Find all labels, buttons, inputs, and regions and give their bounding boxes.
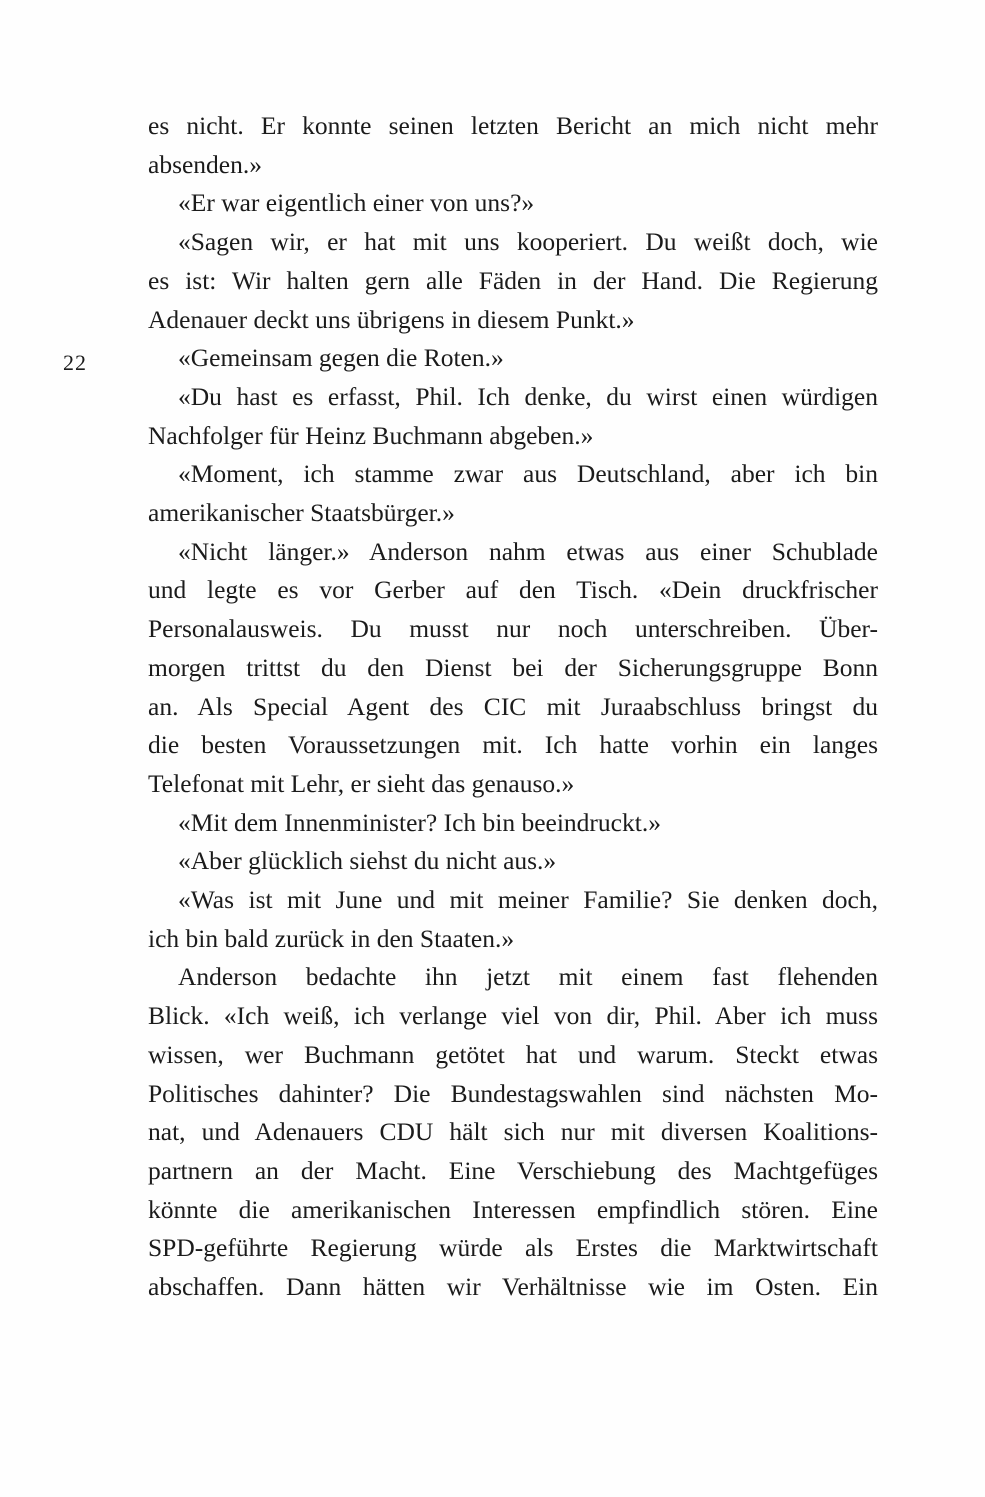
text-line: Personalausweis. Du musst nur noch unterschreiben. Über- [148,614,878,644]
text-line: könnte die amerikanischen Interessen empfindlich stören. Eine [148,1194,878,1224]
text-line: absenden.» [148,149,263,179]
text-line: Anderson bedachte ihn jetzt mit einem fast flehenden [178,962,878,992]
text-line: amerikanischer Staatsbürger.» [148,498,455,528]
text-line: «Gemeinsam gegen die Roten.» [178,343,504,373]
text-line: morgen trittst du den Dienst bei der Sicherungsgruppe Bonn [148,652,878,682]
text-line: nat, und Adenauers CDU hält sich nur mit diversen Koalitions- [148,1117,878,1147]
text-line: «Moment, ich stamme zwar aus Deutschland, aber ich bin [178,459,878,489]
text-line: an. Als Special Agent des CIC mit Juraabschluss bringst du [148,691,878,721]
text-line: es nicht. Er konnte seinen letzten Bericht an mich nicht mehr [148,111,878,140]
text-line: partnern an der Macht. Eine Verschiebung des Machtgefüges [148,1155,878,1185]
text-line: und legte es vor Gerber auf den Tisch. «Dein druckfrischer [148,575,878,605]
text-line: «Aber glücklich siehst du nicht aus.» [178,846,557,876]
text-line: die besten Voraussetzungen mit. Ich hatte vorhin ein langes [148,730,878,760]
text-line: es ist: Wir halten gern alle Fäden in der Hand. Die Regierung [148,265,878,295]
text-line: «Du hast es erfasst, Phil. Ich denke, du wirst einen würdigen [178,381,878,411]
text-line: ich bin bald zurück in den Staaten.» [148,923,515,953]
text-line: «Er war eigentlich einer von uns?» [178,188,535,218]
text-line: Nachfolger für Heinz Buchmann abgeben.» [148,420,594,450]
body-text [148,107,878,1307]
text-line: SPD-geführte Regierung würde als Erstes die Marktwirtschaft [148,1233,878,1263]
text-line: «Nicht länger.» Anderson nahm etwas aus einer Schublade [178,536,878,566]
text-line: abschaffen. Dann hätten wir Verhältnisse wie im Osten. Ein [148,1272,878,1302]
text-line: Politisches dahinter? Die Bundestagswahlen sind nächsten Mo- [148,1078,878,1108]
text-line: Adenauer deckt uns übrigens in diesem Punkt.» [148,304,635,334]
text-line: «Sagen wir, er hat mit uns kooperiert. Du weißt doch, wie [178,227,878,257]
text-line: Telefonat mit Lehr, er sieht das genauso.» [148,768,575,798]
text-line: wissen, wer Buchmann getötet hat und warum. Steckt etwas [148,1039,878,1069]
text-line: Blick. «Ich weiß, ich verlange viel von dir, Phil. Aber ich muss [148,1001,878,1031]
text-line: «Was ist mit June und mit meiner Familie? Sie denken doch, [178,885,878,915]
text-line: «Mit dem Innenminister? Ich bin beeindruckt.» [178,807,661,837]
page-number: 22 [63,350,87,375]
